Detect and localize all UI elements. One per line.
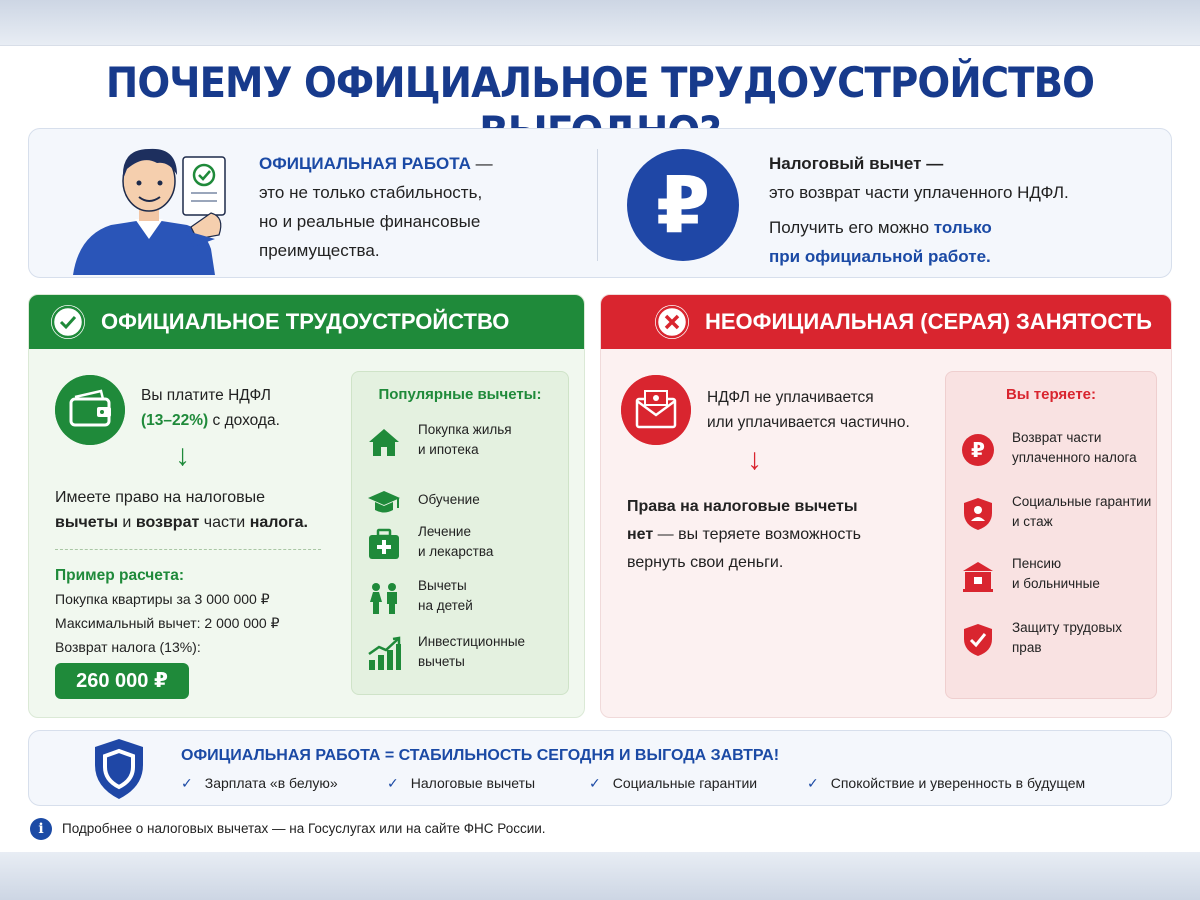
- shield-person-icon: [960, 496, 996, 532]
- you-lose-box: [945, 371, 1157, 699]
- tax-dash: —: [921, 154, 944, 173]
- page-title: ПОЧЕМУ ОФИЦИАЛЬНОЕ ТРУДОУСТРОЙСТВО: [105, 58, 1095, 107]
- loss-item: [960, 554, 1150, 598]
- right-b2: возврат: [135, 514, 200, 531]
- top-band: [0, 0, 1200, 46]
- tax-line3b: только: [933, 218, 992, 237]
- graduation-cap-icon: [366, 484, 402, 520]
- loss-label: Социальные гарантии: [1012, 494, 1152, 509]
- deduction-item: [366, 420, 556, 464]
- pension-building-icon: [960, 558, 996, 594]
- bottom-band: [0, 852, 1200, 900]
- house-icon: [366, 424, 402, 460]
- loss-label: прав: [1012, 640, 1042, 655]
- deduction-label: Лечение: [418, 524, 471, 539]
- loss-label: и стаж: [1012, 514, 1053, 529]
- example-title: Пример расчета:: [55, 567, 185, 584]
- check-icon: ✓: [181, 775, 193, 791]
- tax-heading: Налоговый вычет: [769, 154, 922, 173]
- growth-chart-icon: [366, 636, 402, 672]
- intro-highlight: ОФИЦИАЛЬНАЯ РАБОТА: [259, 154, 471, 173]
- pay-tax-text: [141, 383, 280, 433]
- deduction-label: и лекарства: [418, 544, 494, 559]
- footer-text: Подробнее о налоговых вычетах — на Госуслугах или на сайте ФНС России.: [62, 821, 546, 836]
- deduction-label: Инвестиционные: [418, 634, 526, 649]
- first-aid-icon: [366, 526, 402, 562]
- cross-circle-icon: [655, 305, 689, 339]
- unofficial-arrow-icon: ↓: [747, 443, 762, 476]
- loss-label: Возврат части: [1012, 430, 1102, 445]
- refund-amount-badge: 260 000 ₽: [55, 663, 189, 699]
- example-line: Покупка квартиры за 3 000 000 ₽: [55, 591, 270, 607]
- right-mid2: части: [199, 514, 250, 531]
- intro-box: [28, 128, 1172, 278]
- deduction-label: Обучение: [418, 492, 480, 507]
- summary-title: ОФИЦИАЛЬНАЯ РАБОТА = СТАБИЛЬНОСТЬ СЕГОДНЯ И ВЫГОДА ЗАВТРА!: [181, 747, 780, 764]
- right-to-deduction-text: [55, 485, 308, 535]
- intro-text: [259, 149, 493, 265]
- loss-label: Пенсию: [1012, 556, 1062, 571]
- official-employment-panel: [28, 294, 585, 718]
- no-tax-line1: НДФЛ не уплачивается: [707, 389, 874, 406]
- deduction-label: Покупка жилья: [418, 422, 512, 437]
- deduction-item: [366, 522, 556, 566]
- right-line1: Имеете право на налоговые: [55, 489, 265, 506]
- deduction-label: Вычеты: [418, 578, 467, 593]
- info-icon: i: [30, 818, 52, 840]
- popular-deductions-box: [351, 371, 569, 695]
- deduction-label: на детей: [418, 598, 473, 613]
- loss-label: уплаченного налога: [1012, 450, 1137, 465]
- intro-line3: но и реальные финансовые: [259, 212, 481, 231]
- no-rights-bold1: Права на налоговые вычеты: [627, 498, 858, 515]
- no-rights-bold2: нет: [627, 526, 654, 543]
- shield-check-icon: [960, 622, 996, 658]
- benefit-check: [181, 775, 338, 792]
- pay-line1: Вы платите НДФЛ: [141, 387, 271, 404]
- deduction-label: и ипотека: [418, 442, 479, 457]
- unofficial-employment-panel: [600, 294, 1172, 718]
- benefit-label: Социальные гарантии: [612, 775, 758, 791]
- right-mid: и: [117, 514, 136, 531]
- ruble-coin-icon: [960, 432, 996, 468]
- loss-label: и больничные: [1012, 576, 1100, 591]
- right-b3: налога.: [249, 514, 308, 531]
- official-panel-title: ОФИЦИАЛЬНОЕ ТРУДОУСТРОЙСТВО: [101, 309, 510, 334]
- pay-line2: с дохода.: [208, 412, 280, 429]
- no-tax-line2: или уплачивается частично.: [707, 414, 910, 431]
- intro-dash: —: [470, 154, 493, 173]
- unofficial-panel-title: НЕОФИЦИАЛЬНАЯ (СЕРАЯ) ЗАНЯТОСТЬ: [705, 309, 1152, 334]
- dashed-divider: [55, 549, 321, 550]
- deduction-item: [366, 576, 556, 620]
- example-line: Максимальный вычет: 2 000 000 ₽: [55, 615, 280, 631]
- no-tax-text: [707, 385, 910, 435]
- official-panel-header: [29, 295, 584, 349]
- deduction-item: [366, 480, 556, 524]
- popular-deductions-title: Популярные вычеты:: [378, 386, 542, 403]
- example-line: Возврат налога (13%):: [55, 639, 201, 655]
- check-circle-icon: [51, 305, 85, 339]
- benefit-label: Спокойствие и уверенность в будущем: [830, 775, 1086, 791]
- right-b1: вычеты: [55, 514, 118, 531]
- benefit-check: [807, 775, 1085, 792]
- loss-item: [960, 492, 1150, 536]
- ruble-icon: [627, 149, 739, 261]
- unofficial-panel-header: [601, 295, 1171, 349]
- you-lose-title: Вы теряете:: [1005, 386, 1097, 403]
- wallet-icon: [55, 375, 125, 445]
- official-arrow-icon: ↓: [175, 439, 190, 472]
- benefit-label: Налоговые вычеты: [410, 775, 536, 791]
- intro-line4: преимущества.: [259, 241, 380, 260]
- tax-deduction-text: [769, 149, 1069, 271]
- check-icon: ✓: [387, 775, 399, 791]
- tax-line4: при официальной работе.: [769, 247, 991, 266]
- loss-item: [960, 428, 1150, 472]
- children-icon: [366, 580, 402, 616]
- envelope-icon: [621, 375, 691, 445]
- shield-icon: [91, 737, 147, 801]
- no-rights-line3: вернуть свои деньги.: [627, 554, 784, 571]
- check-icon: ✓: [589, 775, 601, 791]
- deduction-item: [366, 632, 556, 676]
- example-lines: [55, 587, 279, 659]
- tax-line3a: Получить его можно: [769, 218, 934, 237]
- loss-label: Защиту трудовых: [1012, 620, 1122, 635]
- benefit-label: Зарплата «в белую»: [204, 775, 338, 791]
- intro-divider: [597, 149, 598, 261]
- deduction-label: вычеты: [418, 654, 465, 669]
- check-icon: ✓: [807, 775, 819, 791]
- ruble-symbol: ₽: [655, 161, 711, 249]
- benefit-check: [589, 775, 757, 792]
- intro-line2: это не только стабильность,: [259, 183, 483, 202]
- no-rights-rest: — вы теряете возможность: [653, 526, 862, 543]
- summary-box: [28, 730, 1172, 806]
- loss-item: [960, 618, 1150, 662]
- svg-text:₽: ₽: [971, 438, 985, 462]
- pay-rate: (13–22%): [141, 412, 209, 429]
- person-with-document-icon: [65, 139, 245, 275]
- no-rights-text: [627, 493, 861, 577]
- tax-line2: это возврат части уплаченного НДФЛ.: [769, 183, 1069, 202]
- benefit-check: [387, 775, 535, 792]
